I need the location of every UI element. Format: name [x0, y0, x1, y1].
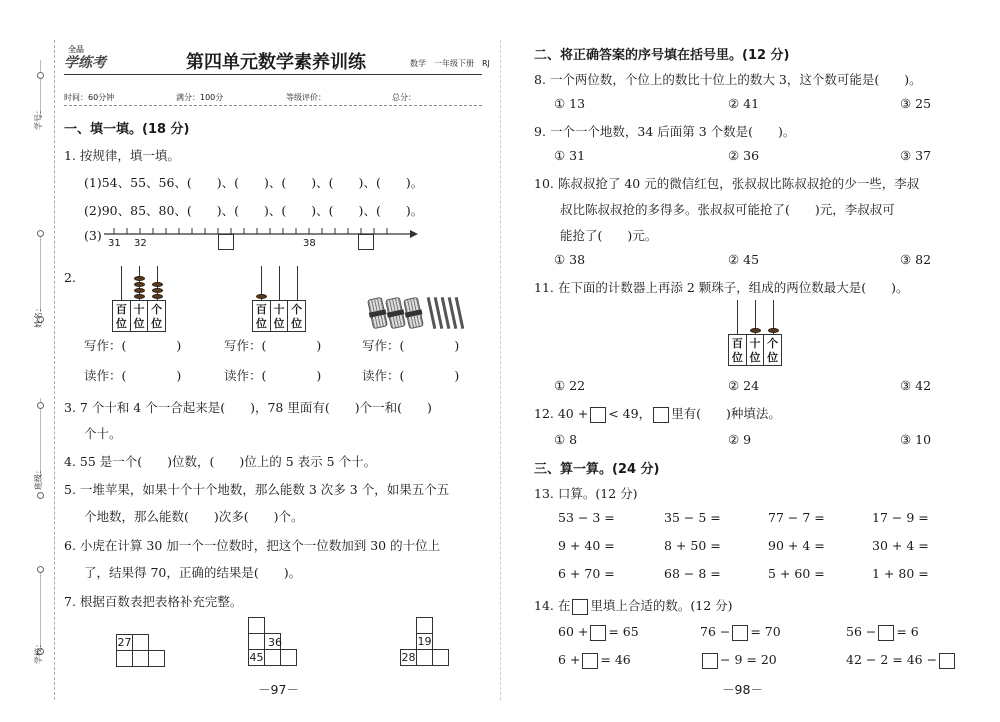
- read-field-2[interactable]: 读作：( ): [224, 368, 322, 383]
- abacus: 百 位 十 位 个 位: [112, 266, 166, 332]
- question-1-2: (2)90、85、80、( )、( )、( )、( )、( )。: [84, 203, 424, 218]
- write-field-1[interactable]: 写作：( ): [84, 338, 182, 353]
- tick-label: 31: [108, 238, 121, 249]
- answer-box[interactable]: [939, 653, 955, 669]
- oral-item: 9 + 40 =: [558, 538, 615, 553]
- question-10: 10. 陈叔叔抢了 40 元的微信红包，张叔叔比陈叔叔抢的少一些，李叔: [534, 176, 920, 191]
- oral-item: 8 + 50 =: [664, 538, 721, 553]
- q10-option-1[interactable]: ① 38: [554, 252, 586, 267]
- answer-box[interactable]: [358, 234, 374, 250]
- q9-option-2[interactable]: ② 36: [728, 148, 760, 163]
- box-symbol: [572, 599, 588, 615]
- question-6: 6. 小虎在计算 30 加一个一位数时，把这个一位数加到 30 的十位上: [64, 538, 441, 553]
- answer-box[interactable]: [590, 407, 606, 423]
- fill-item: 42 − 2 = 46 −: [846, 652, 957, 669]
- read-field-3[interactable]: 读作：( ): [362, 368, 460, 383]
- tick-label: 32: [134, 238, 147, 249]
- question-3: 3. 7 个十和 4 个一合起来是( )，78 里面有( )个一和( ): [64, 400, 432, 415]
- score-label: 满分：100分: [176, 93, 224, 102]
- binding-hole: [37, 566, 44, 573]
- question-8: 8. 一个两位数，个位上的数比十位上的数大 3，这个数可能是( )。: [534, 72, 922, 87]
- fill-item: 60 + = 65: [558, 624, 639, 639]
- question-1-1: (1)54、55、56、( )、( )、( )、( )、( )。: [84, 175, 424, 190]
- oral-item: 1 + 80 =: [872, 566, 929, 581]
- section-3-title: 三、算一算。(24 分): [534, 462, 660, 477]
- binding-hole: [37, 72, 44, 79]
- question-2: 2.: [64, 270, 76, 285]
- binding-line: [54, 40, 55, 700]
- binding-hole: [37, 492, 44, 499]
- question-14: 14. 在 里填上合适的数。(12 分): [534, 598, 733, 613]
- q8-option-3[interactable]: ③ 25: [900, 96, 932, 111]
- question-1: 1. 按规律，填一填。: [64, 148, 180, 163]
- q9-option-1[interactable]: ① 31: [554, 148, 586, 163]
- oral-item: 17 − 9 =: [872, 510, 929, 525]
- hundred-chart-1: 27: [116, 634, 165, 667]
- oral-item: 68 − 8 =: [664, 566, 721, 581]
- q12-option-3[interactable]: ③ 10: [900, 432, 932, 447]
- fill-item: − 9 = 20: [700, 652, 777, 669]
- answer-box[interactable]: [878, 625, 894, 641]
- question-6-cont: 了，结果得 70，正确的结果是( )。: [84, 565, 302, 580]
- answer-box[interactable]: [218, 234, 234, 250]
- subject-label: 数学 一年级下册 RJ: [410, 59, 490, 68]
- oral-item: 5 + 60 =: [768, 566, 825, 581]
- header-rule: [64, 74, 482, 75]
- hundred-chart-3: 19 28: [400, 617, 449, 666]
- margin-label-name: 姓名：: [34, 304, 43, 328]
- rating-label: 等级评价：: [286, 93, 326, 102]
- q11-option-1[interactable]: ① 22: [554, 378, 586, 393]
- q12-option-2[interactable]: ② 9: [728, 432, 752, 447]
- answer-box[interactable]: [732, 625, 748, 641]
- oral-item: 77 − 7 =: [768, 510, 825, 525]
- answer-box[interactable]: [653, 407, 669, 423]
- q10-option-2[interactable]: ② 45: [728, 252, 760, 267]
- question-10-cont2: 能抢了( )元。: [560, 228, 658, 243]
- tick-label: 38: [303, 238, 316, 249]
- margin-rule: [40, 232, 41, 312]
- question-11: 11. 在下面的计数器上再添 2 颗珠子，组成的两位数最大是( )。: [534, 280, 909, 295]
- fill-item: 6 + = 46: [558, 652, 631, 667]
- answer-box[interactable]: [582, 653, 598, 669]
- section-1-title: 一、填一填。(18 分): [64, 122, 190, 137]
- q8-option-1[interactable]: ① 13: [554, 96, 586, 111]
- answer-box[interactable]: [702, 653, 718, 669]
- question-12: 12. 40 + < 49， 里有( )种填法。: [534, 406, 781, 421]
- question-10-cont: 叔比陈叔叔抢的多得多。张叔叔可能抢了( )元，李叔叔可: [560, 202, 895, 217]
- oral-item: 90 + 4 =: [768, 538, 825, 553]
- page-title: 第四单元数学素养训练: [186, 52, 366, 73]
- question-13: 13. 口算。(12 分): [534, 486, 638, 501]
- q12-option-1[interactable]: ① 8: [554, 432, 578, 447]
- stick-bundle: [403, 297, 424, 329]
- hundred-chart-2: 45: [248, 617, 297, 666]
- page-divider: [500, 40, 501, 700]
- margin-label-number: 学号：: [34, 106, 43, 130]
- oral-item: 6 + 70 =: [558, 566, 615, 581]
- margin-label-school: 学校：: [34, 640, 43, 664]
- time-label: 时间：60分钟: [64, 93, 115, 102]
- margin-rule: [40, 568, 41, 648]
- fill-item: 76 − = 70: [700, 624, 781, 639]
- q11-option-2[interactable]: ② 24: [728, 378, 760, 393]
- logo-top: 全品: [68, 45, 84, 54]
- chart-cell: 36: [268, 636, 282, 649]
- q9-option-3[interactable]: ③ 37: [900, 148, 932, 163]
- question-1-3-label: (3): [84, 228, 102, 243]
- question-9: 9. 一个一个地数，34 后面第 3 个数是( )。: [534, 124, 796, 139]
- section-2-title: 二、将正确答案的序号填在括号里。(12 分): [534, 48, 790, 63]
- abacus: 百 位 十 位 个 位: [728, 300, 782, 366]
- oral-item: 30 + 4 =: [872, 538, 929, 553]
- read-field-1[interactable]: 读作：( ): [84, 368, 182, 383]
- question-5: 5. 一堆苹果，如果十个十个地数，那么能数 3 次多 3 个，如果五个五: [64, 482, 450, 497]
- write-field-2[interactable]: 写作：( ): [224, 338, 322, 353]
- page-number-right: －98－: [722, 682, 763, 697]
- oral-item: 35 − 5 =: [664, 510, 721, 525]
- q8-option-2[interactable]: ② 41: [728, 96, 760, 111]
- q10-option-3[interactable]: ③ 82: [900, 252, 932, 267]
- question-4: 4. 55 是一个( )位数，( )位上的 5 表示 5 个十。: [64, 454, 377, 469]
- oral-item: 53 − 3 =: [558, 510, 615, 525]
- binding-hole: [37, 402, 44, 409]
- header-rule-dashed: [64, 105, 482, 106]
- margin-label-class: 班级：: [34, 466, 43, 490]
- write-field-3[interactable]: 写作：( ): [362, 338, 460, 353]
- abacus: 百 位 十 位 个 位: [252, 266, 306, 332]
- q11-option-3[interactable]: ③ 42: [900, 378, 932, 393]
- fill-item: 56 − = 6: [846, 624, 919, 639]
- question-5-cont: 个地数，那么能数( )次多( )个。: [84, 509, 304, 524]
- binding-hole: [37, 230, 44, 237]
- total-label: 总分：: [392, 93, 416, 102]
- page-number-left: －97－: [258, 682, 299, 697]
- question-7: 7. 根据百数表把表格补充完整。: [64, 594, 243, 609]
- logo: 学练考: [64, 55, 106, 71]
- answer-box[interactable]: [590, 625, 606, 641]
- question-3-cont: 个十。: [84, 426, 122, 441]
